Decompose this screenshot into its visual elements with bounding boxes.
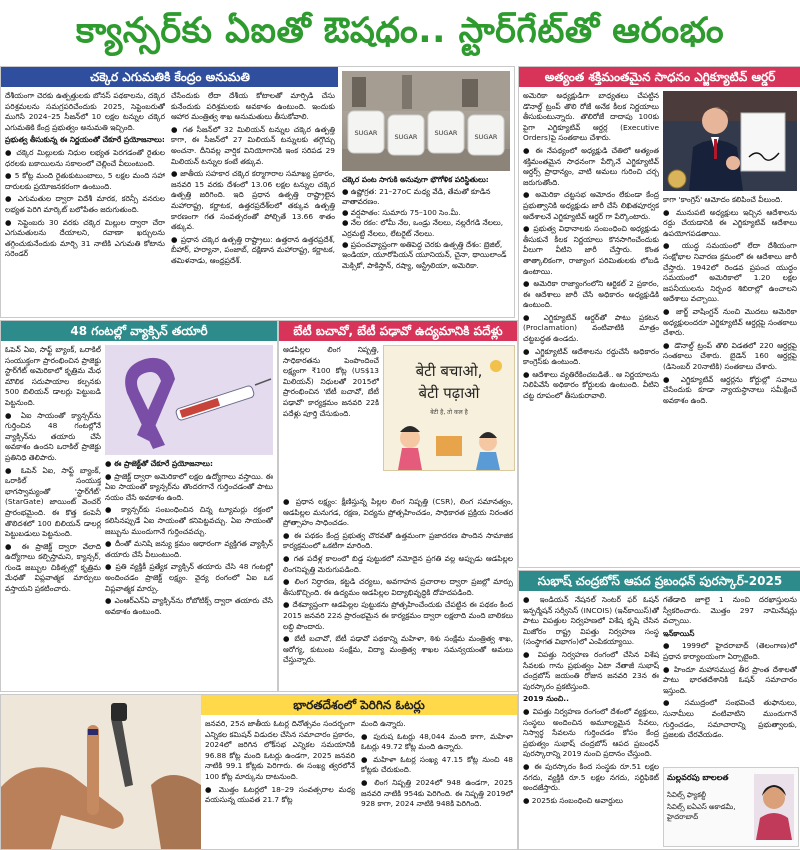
paragraph: ● ఎగ్జిక్యూటివ్ ఆర్డర్లను కోర్టుల్లో సవాలు చేసేందుకు కూడా న్యాయస్థానాలు సమీక్షించే అవకాశం ఉంది. bbox=[663, 374, 797, 405]
paragraph: ● ప్రాజెక్ట్ ద్వారా అమెరికాలో లక్షల ఉద్యోగాలు వస్తాయి. ఈ ఏఐ సాయంతో క్యాన్సర్‌ను తొందరగానే గుర్తించడంతో పాటు నయం చేసే అవకాశం ఉంది. bbox=[105, 471, 273, 502]
paragraph: చేసేందుకు లేదా దేశీయ కోటాలతో మార్పిడి చేసు కునేందుకు పరిశ్రమలకు అవకాశం ఉంటుంది. ఇందుకు ఆహార మంత్రిత్వ శాఖ అనుమతులు తీసుకోవాలి. bbox=[171, 91, 335, 122]
author-role: సివిల్స్ ఫ్యాకల్టీ bbox=[667, 791, 706, 799]
paragraph: ● మునుపటి అధ్యక్షులు ఇచ్చిన ఆదేశాలను రద్దు చేయడానికి ఈ ఎగ్జిక్యూటివ్ ఆదేశాలు ఉపయోగపడతాయి. bbox=[663, 207, 797, 238]
paragraph: ● మహిళా ఓటర్ల సంఖ్య 47.15 కోట్ల నుంచి 48 కోట్లకు చేరుకుంది. bbox=[361, 754, 513, 775]
author-name: మల్లవరపు బాలలత bbox=[667, 773, 729, 782]
paragraph: ● ఎగుమతుల ద్వారా విదేశీ మారక, కరెన్సీ వనరుల లభ్యత పెరిగి మార్కెట్ బలోపేతం జరుగుతుంది. bbox=[5, 194, 165, 214]
paragraph: మంది ఉన్నారు. bbox=[361, 719, 406, 728]
paragraph: ● దీంతో మనిషి జన్యు క్రమం ఆధారంగా వ్యక్తిగత వ్యాక్సిన్ తయారు చేసే వీలుంటుంది. bbox=[105, 539, 273, 559]
paragraph: ● ఎంఆర్ఎన్ఏ వ్యాక్సిన్‌ను రోబోటిక్స్ ద్వారా తయారు చేసే అవకాశం ఉంటుంది. bbox=[105, 596, 273, 616]
section-sugar-export bbox=[0, 66, 340, 318]
paragraph: ● గత పదేళ్ల కాలంలో బిడ్డ పుట్టుకలో నమోదైన ప్రగతి వల్ల అప్పుడు ఆడపిల్లల లింగనిష్పత్తి మెరుగుపడింది. bbox=[283, 553, 513, 574]
sugar-bags-photo bbox=[342, 71, 510, 171]
trump-signing-photo bbox=[663, 91, 797, 191]
caption-heading: చక్కెర పంట సాగుకి అనువుగా భౌగోళిక పరిస్థితులు: bbox=[342, 175, 489, 184]
paragraph: ● ఇండియన్ నేషనల్ సెంటర్ ఫర్ ఓషన్ ఇన్ఫర్మేషన్ సర్వీసెస్ (INCOIS) (ఇన్‌కాయిస్)తో పాటు విపత్తుల నిర్వహణలో విశేష కృషి చేసిన మిజోరం రాష్ట్ర విపత్తు నిర్వహణ సంస్థ (సంస్థాగత విభాగం)లో ఎంపికయ్యాయి. bbox=[523, 595, 659, 647]
paragraph: ● ఎగ్జిక్యూటివ్ ఆదేశాలను రద్దుచేసే అధికారం కాంగ్రెస్‌కు ఉంటుంది. bbox=[523, 346, 659, 367]
paragraph: ● పురుష ఓటర్లు 48,044 మంది కాగా, మహిళా ఓటర్లు 49.72 కోట్ల మంది ఉన్నారు. bbox=[361, 731, 513, 752]
caption-line: ● ఉష్ణోగ్రత: 21–27oC మధ్య వేడి, తేమతో కూడిన వాతావరణం. bbox=[342, 186, 491, 207]
cancer-ribbon-photo bbox=[105, 345, 273, 455]
subhash-column-1 bbox=[523, 595, 659, 845]
paragraph: ● ఈ ప్రాజెక్ట్ ద్వారా వేలాది ఉద్యోగాలు కల్పిస్తామని, క్యాన్సర్, గుండె జబ్బుల చికిత్సల్లో కృత్రిమ మేధతో విప్లవాత్మక మార్పులు వస్తాయని ప్రకటించారు. bbox=[5, 541, 101, 594]
sugar-photo-block bbox=[338, 66, 515, 318]
paragraph: ● ఎగ్జిక్యూటివ్ ఆర్డర్‌తో పాటు ప్రకటన (Proclamation) వంటివాటికి మాత్రం చట్టబద్ధత ఉండదు. bbox=[523, 312, 659, 344]
exec-column-1 bbox=[523, 91, 659, 563]
paragraph: ● ప్రధాన చక్కెర ఉత్పత్తి రాష్ట్రాలు: ఉత్తరాన ఉత్తరప్రదేశ్, బీహార్, హర్యానా, పంజాబ్, దక్షిణాన మహారాష్ట్ర, కర్ణాటక, తమిళనాడు, ఆంధ్రప్రదేశ్. bbox=[171, 234, 335, 265]
section-beti-bachao bbox=[278, 320, 518, 692]
sugar-column-2 bbox=[171, 91, 335, 313]
paragraph: ● యుద్ధ సమయంలో లేదా దేశీయంగా సంక్షోభాల నివారణ క్రమంలో ఈ ఆదేశాలు జారీ చేస్తారు. 1942లో రెండవ ప్రపంచ యుద్ధం సమయంలో అమెరికాలో 1.20 లక్షల జపనీయులను నిర్బంధ శిబిరాల్లో ఉంచాలని ఆదేశాలు వచ్చాయి. bbox=[663, 241, 797, 304]
paragraph: గతేడాది జూలై 1 నుంచి దరఖాస్తులను స్వీకరించారు. మొత్తం 297 నామినేషన్లు వచ్చాయి. bbox=[663, 595, 797, 626]
paragraph: ● అమెరికా చట్టసభ ఆమోదం లేకుండా కేంద్ర ప్రభుత్వానికి అధ్యక్షుడు జారీ చేసే లిఖితపూర్వక ఆదేశాలనే ఎగ్జిక్యూటివ్ ఆర్డర్ గా పేర్కొంటారు. bbox=[523, 190, 659, 221]
paragraph: ● ఓపెన్ ఏఐ, సాఫ్ట్ బ్యాంక్, ఒరాకిల్ సంయుక్త భాగస్వామ్యంతో 'స్టార్‌గేట్' (StarGate) జాయింట్ వెంచర్ ప్రారంభమైంది. ఈ కొత్త కంపెనీ తొలిదశలో 100 బిలియన్ డాలర్ల పెట్టుబడులు పెట్టనుంది. bbox=[5, 465, 101, 539]
beti-poster-illustration bbox=[384, 346, 514, 470]
section-title: బేటీ బచావో, బేటీ పఢావో ఉద్యమానికి పదేళ్లు bbox=[279, 321, 517, 341]
paragraph: ● క్యాన్సర్‌కు సంబంధించిన చిన్న ట్యూమర్లు రక్తంలో కలిసినప్పుడే ఏఐ సాయంతో కనిపెట్టవచ్చు. ఏఐ సాయంతో జబ్బును ముందుగానే గుర్తించవచ్చు. bbox=[105, 505, 273, 536]
paragraph: ● దేశవ్యాప్తంగా ఆడపిల్లల పుట్టుకను ప్రోత్సహించేందుకు చేపట్టిన ఈ పథకం కింద 2015 జనవరి 22న ప్రారంభమైన ఈ కార్యక్రమం ద్వారా లక్షలాది మంది బాలికలు లబ్ధి పొందారు. bbox=[283, 600, 513, 631]
section-title: సుభాష్ చంద్రబోస్ ఆపద ప్రబంధన్ పురస్కార్-2025 bbox=[519, 571, 800, 591]
paragraph: ● డొనాల్డ్ ట్రంప్ తొలి విడతలో 220 ఆర్డర్లపై సంతకాలు చేశారు. బైడెన్ 160 ఆర్డర్లపై (డిసెంబర్ 20నాటికి) సంతకాలు చేశారు. bbox=[663, 340, 797, 371]
paragraph: ● మొత్తం ఓటర్లలో 18–29 సంవత్సరాల మధ్య వయసున్న యువత 21.7 కోట్ల bbox=[205, 784, 355, 805]
paragraph: ● ఈ పథకం కేంద్ర ప్రభుత్వ చొరవతో ఉత్తమంగా ప్రజాదరణ పొందిన సామాజిక కార్యక్రమంలో ఒకటిగా మారింది. bbox=[283, 530, 513, 551]
sugar-photo-caption bbox=[342, 175, 510, 313]
paragraph: ● చక్కెర మిల్లులకు నిధుల లభ్యత పెరగడంతో రైతుల ధరలకు బకాయిలను సకాలంలో చెల్లించే వీలుంటుంది. bbox=[5, 147, 165, 168]
beti-lead bbox=[283, 345, 379, 495]
subheading: ప్రభుత్వ తీసుకున్న ఈ నిర్ణయంతో చేకూరే ప్రయోజనాలు: bbox=[5, 135, 165, 145]
ribbon-syringe-illustration bbox=[105, 345, 273, 455]
section-subhash-award bbox=[518, 570, 800, 850]
voting-ink-photo bbox=[1, 695, 201, 849]
beti-body bbox=[283, 497, 513, 687]
paragraph: ● జాతీయ సహకార చక్కెర కర్మాగారాల సమాఖ్య ప్రకారం, జనవరి 15 వరకు దేశంలో 13.06 లక్షల టన్నుల చక్కెర ఉత్పత్తి జరిగింది. ఇది ప్రధాన ఉత్పత్తి రాష్ట్రాలైన మహారాష్ట్ర, కర్ణాటక, ఉత్తరప్రదేశ్‌లలో తక్కువ ఉత్పత్తి కారణంగా గత సంవత్సరంతో పోల్చితే 13.66 శాతం తక్కువ. bbox=[171, 169, 335, 232]
section-executive-order bbox=[518, 66, 800, 568]
bag-label: SUGAR bbox=[434, 129, 458, 137]
voters-column-1 bbox=[205, 719, 355, 845]
caption-line: ● ప్రపంచవ్యాప్తంగా అతిపెద్ద చెరకు ఉత్పత్తి దేశం: బ్రెజిల్, ఇండియా, యూరోపియన్ యూనియన్, చైనా, థాయిలాండ్ మెక్సికో, పాకిస్తాన్, రష్యా, ఆస్ట్రేలియా, అమెరికా. bbox=[342, 239, 507, 270]
subhash-column-2 bbox=[663, 595, 797, 763]
paragraph: ● 1999లో హైదరాబాద్ (తెలంగాణ)లో ప్రధాన కార్యాలయంగా ఏర్పాటైంది. bbox=[663, 641, 797, 661]
paragraph: ● అమెరికా రాజ్యాంగంలోని ఆర్టికల్ 2 ప్రకారం, ఈ ఆదేశాలు జారీ చేసే అధికారం అధ్యక్షుడికి ఉంటుంది. bbox=[523, 279, 659, 310]
page-headline: క్యాన్సర్‌కు ఏఐతో ఔషధం.. స్టార్‌గేట్‌తో ఆరంభం bbox=[75, 11, 725, 51]
bag-label: SUGAR bbox=[474, 133, 498, 141]
paragraph: ఆడపిల్లల లింగ నిష్పత్తి, సాధికారతను పెంపొందించే లక్ష్యంగా ₹100 కోట్ల (US$13 మిలియన్) నిధులతో 2015లో ప్రారంభించిన 'బేటీ బచావో, బేటీ పఢావో' కార్యక్రమం జనవరి 22కి పదేళ్లు పూర్తి చేసుకుంది. bbox=[283, 345, 379, 418]
paragraph: ● ప్రధాన లక్ష్యం: క్షీణిస్తున్న పిల్లల లింగ నిష్పత్తి (CSR), లింగ సమానత్వం, ఆడపిల్లల మనుగడ, రక్షణ, విద్యను ప్రోత్సహించడం, సాధికారత ప్రక్రియ నిరంతర ప్రోత్సాహం సాధించడం. bbox=[283, 497, 513, 528]
section-vaccine bbox=[0, 320, 278, 692]
paragraph: ● హిందూ మహాసముద్ర తీర ప్రాంత దేశాలతో పాటు భారతదేశానికి ఓషన్ సమాచారం ఇస్తుంది. bbox=[663, 664, 797, 695]
paragraph: ● లింగ నిష్పత్తి 2024లో 948 ఉండగా, 2025 జనవరి నాటికి 954కు పెరిగింది. ఈ నిష్పత్తి 2019లో 928 కాగా, 2024 నాటికి 948కి పెరిగింది. bbox=[361, 777, 513, 809]
paragraph: ● గత సీజన్‌లో 32 మిలియన్ టన్నుల చక్కెర ఉత్పత్తి కాగా, ఈ సీజన్‌లో 27 మిలియన్ టన్నులకు తగ్గొచ్చు అంచనా. దీనివల్ల వార్షిక వినియోగానికి ఇంక సరిపడ 29 మిలియన్ టన్నుల కంటే తక్కువ. bbox=[171, 124, 335, 166]
section-title: భారతదేశంలో పెరిగిన ఓటర్లు bbox=[201, 695, 517, 715]
paragraph: ● ప్రతి వ్యక్తికీ ప్రత్యేక వ్యాక్సిన్ తయారు చేసి 48 గంటల్లో అందించడం ప్రాజెక్ట్ లక్ష్యం. వైద్య రంగంలో ఏఐ ఒక విప్లవాత్మక మార్పు. bbox=[105, 562, 273, 593]
paragraph: ● జార్జ్ వాషింగ్టన్ నుంచి మొదలు అమెరికా అధ్యక్షులందరూ ఎగ్జిక్యూటివ్ ఆర్డర్లపై సంతకాలు చేశారు. bbox=[663, 306, 797, 338]
author-org: సివిల్స్ ఐఏఎస్ అకాడమీ, హైదరాబాద్ bbox=[667, 803, 736, 821]
paragraph: ● విపత్తు నిర్వహణ రంగంలో చేసిన విశేష సేవలకు గాను ప్రభుత్వం ఏటా నేతాజీ సుభాష్ చంద్రబోస్ జయంతి రోజున జనవరి 23న ఈ పురస్కారం ప్రకటిస్తుంది. bbox=[523, 649, 659, 691]
voting-finger-illustration bbox=[1, 695, 201, 849]
author-portrait bbox=[754, 774, 794, 840]
paragraph: ఓపెన్ ఏఐ, సాఫ్ట్ బ్యాంక్, ఒరాకిల్ సంయుక్తంగా ప్రారంభించిన ప్రాజెక్టు స్టార్‌గేట్ అమెరికాలో కృత్రిమ మేధ మౌలిక సదుపాయాల కల్పనకు 500 బిలియన్ డాలర్లు పెట్టుబడి పెట్టనుంది. bbox=[5, 345, 101, 407]
section-title: అత్యంత శక్తిమంతమైన సాధనం ఎగ్జిక్యూటివ్ ఆర్డర్ bbox=[519, 67, 800, 87]
paragraph: ● ఆదేశాలు వ్యతిరేకించబడితే.. ఆ నిర్ణయాలను నిలిపివేసే అధికారం కోర్టులకు ఉంటుంది. వీటిని చట్ట రూపంలో తీసుకురావాలి. bbox=[523, 369, 659, 401]
paragraph: ● 2025కు సంబంధించి అవార్డులు bbox=[523, 795, 623, 805]
paragraph: ● సెప్టెంబరు 30 వరకు చక్కెర మిల్లుల ద్వారా చేరా ఎగుమతులను దేయాలని, రవాణా ఖర్చులను తగ్గించుకునేందుకు మార్చి 31 నాటికి ఎగుమతి కోటాను సరెండర్ bbox=[5, 217, 165, 259]
poster-line: बेटी पढ़ाओ bbox=[418, 384, 480, 402]
section-title: చక్కెర ఎగుమతికి కేంద్రం అనుమతి bbox=[1, 67, 339, 87]
paragraph: జనవరి, 25న జాతీయ ఓటర్ల దినోత్సవం సందర్భంగా ఎన్నికల కమిషన్ విడుదల చేసిన సమాచారం ప్రకారం, 2024లో జరిగిన లోక్‌సభ ఎన్నికల సమయానికి 96.88 కోట్ల మంది ఓటర్లు ఉండగా, 2025 జనవరి నాటికి 99.1 కోట్లకు పెరిగారు. ఈ సంఖ్య త్వరలోనే 100 కోట్ల మార్కును దాటనుంది. bbox=[205, 719, 355, 781]
caption-line: ● నేల రకం: లోమీ నేల, ఒండ్రు నేలలు, నల్లరేగడి నేలలు, ఎర్రమట్టి నేలలు, లేటరైట్ నేలలు. bbox=[342, 218, 504, 238]
paragraph: ● లింగ నిర్ధారణ, కట్టడి చర్యలు, అవగాహన ప్రచారాల ద్వారా ప్రజల్లో మార్పు తీసుకొచ్చింది. ఈ ఉద్యమం ఆడపిల్లల విద్యాభివృద్ధికి దోహదపడింది. bbox=[283, 577, 513, 597]
beti-poster-image bbox=[383, 345, 515, 471]
paragraph: కాగా 'కాంగ్రెస్' ఆమోదం కలిపించే వీలుంది. bbox=[663, 195, 783, 204]
sugar-bags-illustration bbox=[342, 71, 510, 171]
paragraph: ● 5 కోట్ల మంది రైతుకుటుంబాలు, 5 లక్షల మంది సహా దారులకు ప్రయోజనకరంగా ఉంటుంది. bbox=[5, 171, 165, 191]
paragraph: ● బేటీ బచావో, బేటీ పఢావో పథకాన్ని మహిళా, శిశు సంక్షేమ మంత్రిత్వ శాఖ, ఆరోగ్య, కుటుంబ సంక్షేమ, విద్యా మంత్రిత్వ శాఖల సమన్వయంతో అమలు చేస్తున్నారు. bbox=[283, 634, 513, 665]
sugar-column-1 bbox=[5, 91, 165, 313]
paragraph: ● విపత్తు నిర్వహణ రంగంలో దేశంలో వ్యక్తులు, సంస్థలు అందించిన అమూల్యమైన సేవలు, నిస్వార్థ సేవలను గుర్తించడం కోసం కేంద్ర ప్రభుత్వం సుభాష్ చంద్రబోస్ ఆపద ప్రబంధన్ పురస్కారాన్ని 2019 నుంచి ప్రదానం చేస్తుంది. bbox=[523, 706, 659, 759]
bag-label: SUGAR bbox=[394, 133, 418, 141]
president-signing-illustration bbox=[663, 91, 797, 191]
paragraph: ● ఈ పురస్కారం కింద సంస్థకు రూ.51 లక్షల నగదు, వ్యక్తికి రూ.5 లక్షల నగదు, సర్టిఫికెట్ అందజేస్తారు. bbox=[523, 761, 659, 793]
exec-column-2 bbox=[663, 195, 797, 563]
section-title: 48 గంటల్లో వ్యాక్సిన్ తయారీ bbox=[1, 321, 277, 341]
paragraph: ● సముద్రంలో సంభవించే తుఫానులు, సునామీలు వంటివాటిని ముందుగానే గుర్తించడం, సమాచారాన్ని ప్రభుత్వాలకు, ప్రజలకు చేరవేయడం. bbox=[663, 698, 797, 740]
poster-line: बेटी बचाओ, bbox=[415, 362, 483, 380]
bag-label: SUGAR bbox=[354, 129, 378, 137]
author-photo bbox=[754, 774, 794, 840]
voters-column-2 bbox=[361, 719, 513, 845]
section-voters bbox=[0, 694, 518, 850]
vaccine-column-1 bbox=[5, 345, 101, 687]
paragraph: ● ఏఐ సాయంతో క్యాన్సర్‌ను గుర్తించిన 48 గంటల్లోనే వ్యాక్సిన్‌ను తయారు చేసే అవకాశం ఉందని ఒరాకిల్ ప్రాజెక్టు ప్రతినిధి తెలిపారు. bbox=[5, 410, 101, 462]
caption-line: ● వర్షపాతం: సుమారు 75–100 సెం.మీ. bbox=[342, 207, 461, 217]
paragraph: అమెరికా అధ్యక్షుడిగా బాధ్యతలు చేపట్టిన డొనాల్డ్ ట్రంప్ తొలి రోజే అనేక కీలక నిర్ణయాలు తీసుకుంటున్నారు. తొలిరోజే దాదాపు 100కు పైగా ఎగ్జిక్యూటివ్ ఆర్డర్ల (Executive Orders)పై సంతకాలు చేశారు. bbox=[523, 91, 659, 143]
subheading: 2019 నుంచి.. bbox=[523, 694, 569, 704]
subheading: ● ఈ ప్రాజెక్ట్‌తో చేకూరే ప్రయోజనాలు: bbox=[105, 459, 213, 468]
vaccine-column-2 bbox=[105, 459, 273, 687]
paragraph: ● ఈ నేపథ్యంలో అధ్యక్షుడి చేతిలో అత్యంత శక్తిమంతమైన సాధనంగా పేర్కొనే ఎగ్జిక్యూటివ్ ఆర్డర్స్ ప్రాధాన్యం, వాటి అమలు గురించి చర్చ జరుగుతోంది. bbox=[523, 145, 659, 187]
poster-line: बेटी है, तो कल है bbox=[430, 409, 468, 416]
paragraph: ● ప్రభుత్వ విధానాలకు సంబంధించి అధ్యక్షుడు తీసుకునే కీలక నిర్ణయాలు కొనసాగించేందుకు వీలుగా వీటిని జారీ చేస్తారు. కొంత తాత్కాలికంగా, రాజ్యాంగ పరిమితులకు లోబడి ఉంటాయి. bbox=[523, 224, 659, 276]
paragraph: దేశీయంగా చెరకు ఉత్పత్తులకు బోనస్ పథకాలను, దక్కెర పరిశ్రమలను సమగ్రపరిచేందుకు 2025, సెప్టెంబరుతో ముగిసే 2024–25 సీజన్‌లో 10 లక్షల టన్నుల చక్కెర ఎగుమతికి కేంద్ర ప్రభుత్వం అనుమతి ఇచ్చింది. bbox=[5, 91, 165, 132]
subheading: ఇన్‌కాయిస్ bbox=[663, 628, 695, 638]
author-box bbox=[663, 767, 799, 847]
